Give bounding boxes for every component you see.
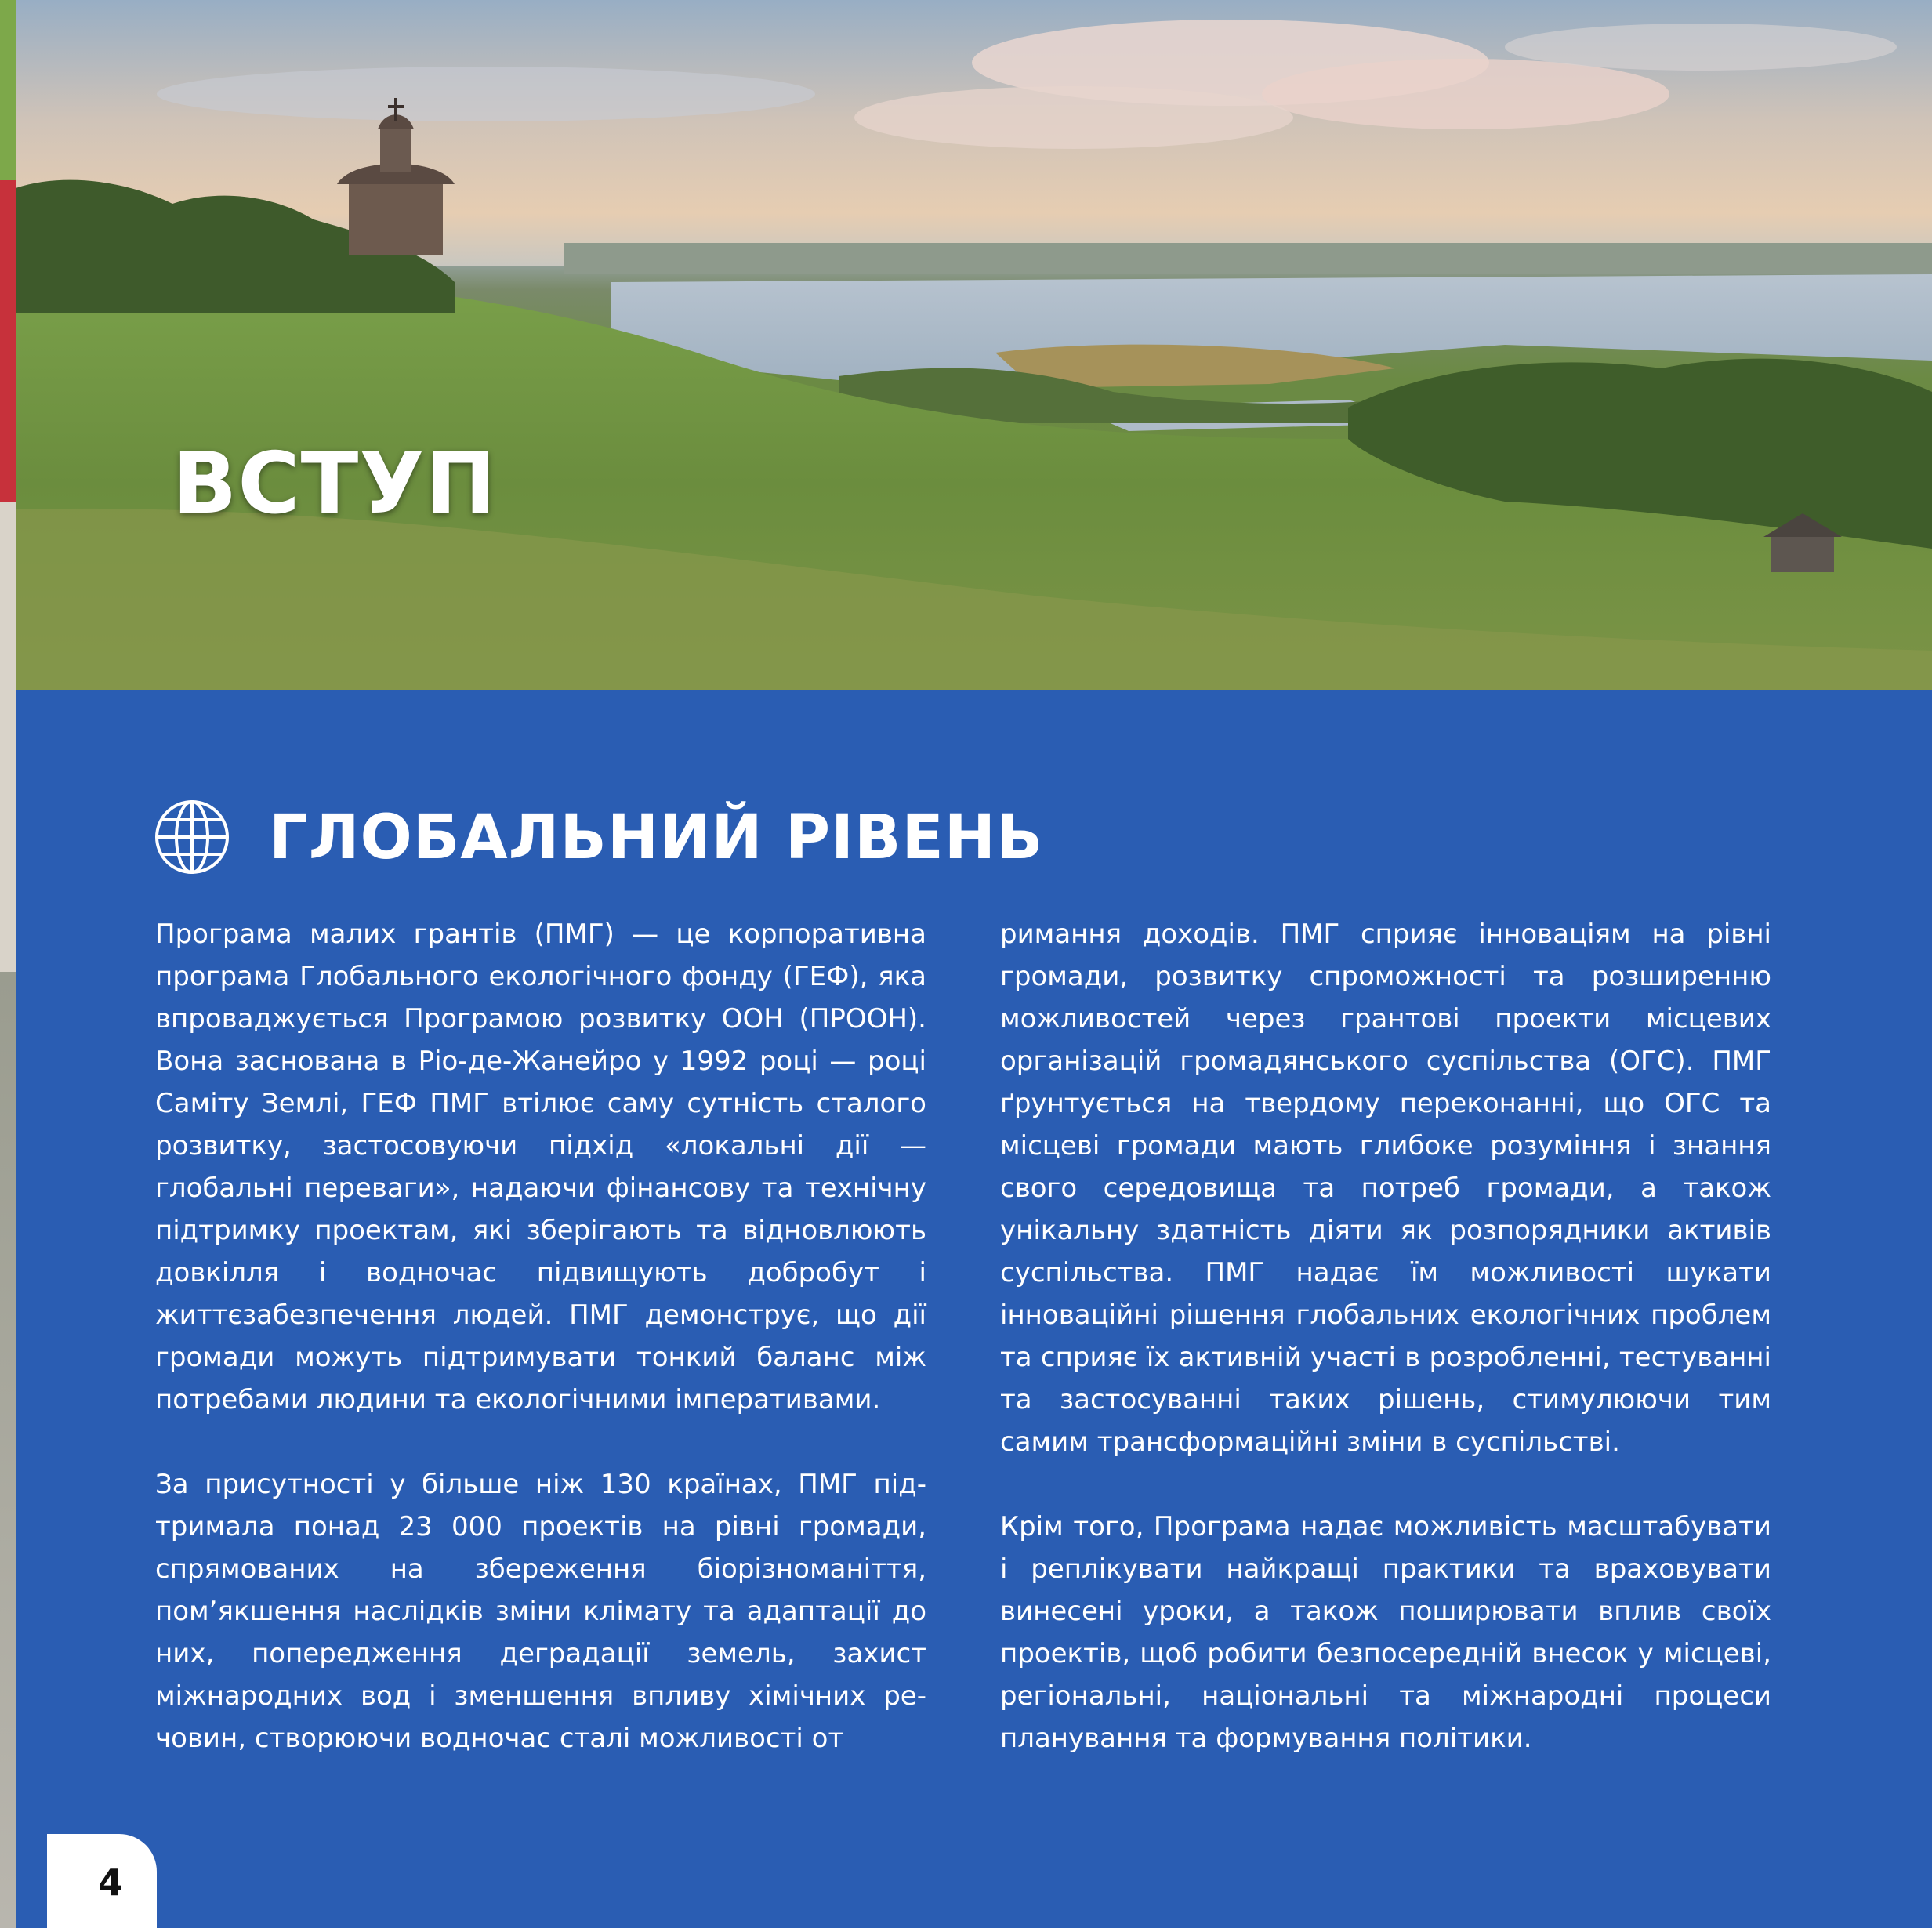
landscape-photo (16, 0, 1932, 690)
right-paragraph-2: Крім того, Програма надає можливість масштабувати і реплікувати найкращі практики та враховувати винесені уроки, а також поширювати вплив своїх проектів, щоб робити безпосередній внесок у місцеві, регіональні, національні та міжнародні процеси планування та формування політики. (1000, 1511, 1771, 1754)
landscape-illustration (16, 0, 1932, 690)
left-paragraph-2: За присутності у більше ніж 130 країнах, ПМГ підтримала понад 23 000 проектів на рівні громади, спрямованих на збереження біорізноманіття, пом’якшення наслідків зміни клімату та адаптації до них, попередження деградації земель, захист міжнародних вод і зменшення впливу хімічних речовин, створюючи водночас сталі можливості от (155, 1469, 926, 1754)
right-paragraph-1: римання доходів. ПМГ сприяє інноваціям на рівні громади, розвитку спроможності та розширенню можливостей через грантові проекти місцевих організацій громадянського суспільства (ОГС). ПМГ ґрунтується на твердому переконанні, що ОГС та місцеві громади мають глибоке розуміння і знання свого середовища та потреб громади, а також унікальну здатність діяти як розпорядники активів суспільства. ПМГ надає їм можливості шукати інноваційні рішення глобальних екологічних проблем та сприяє їх активній участі в розробленні, тестуванні та застосуванні таких рішень, стимулюючи тим самим трансформаційні зміни в суспільстві. (1000, 919, 1771, 1458)
left-text-column (155, 913, 926, 1759)
page-number: 4 (98, 1861, 124, 1904)
left-paragraph-1: Програма малих грантів (ПМГ) — це корпоративна програма Глобального екологічного фонду (ГЕФ), яка впроваджується Програмою розвитку ООН (ПРООН). Вона заснована в Ріо-де-Жанейро у 1992 році — році Саміту Землі, ГЕФ ПМГ втілює саму сутність сталого розвитку, застосовуючи підхід «локальні дії — глобальні переваги», надаючи фінансову та технічну підтримку проектам, які зберігають та відновлюють довкілля і водночас підвищують добробут і життєзабезпечення людей. ПМГ демонструє, що дії громади можуть підтримувати тонкий баланс між потребами людини та екологічними імперативами. (155, 919, 926, 1415)
section-title: ГЛОБАЛЬНИЙ РІВЕНЬ (269, 803, 1044, 873)
binding-edge (0, 0, 16, 1928)
right-text-column (1000, 913, 1771, 1759)
globe-icon (153, 798, 231, 876)
banner-title: ВСТУП (172, 435, 497, 533)
